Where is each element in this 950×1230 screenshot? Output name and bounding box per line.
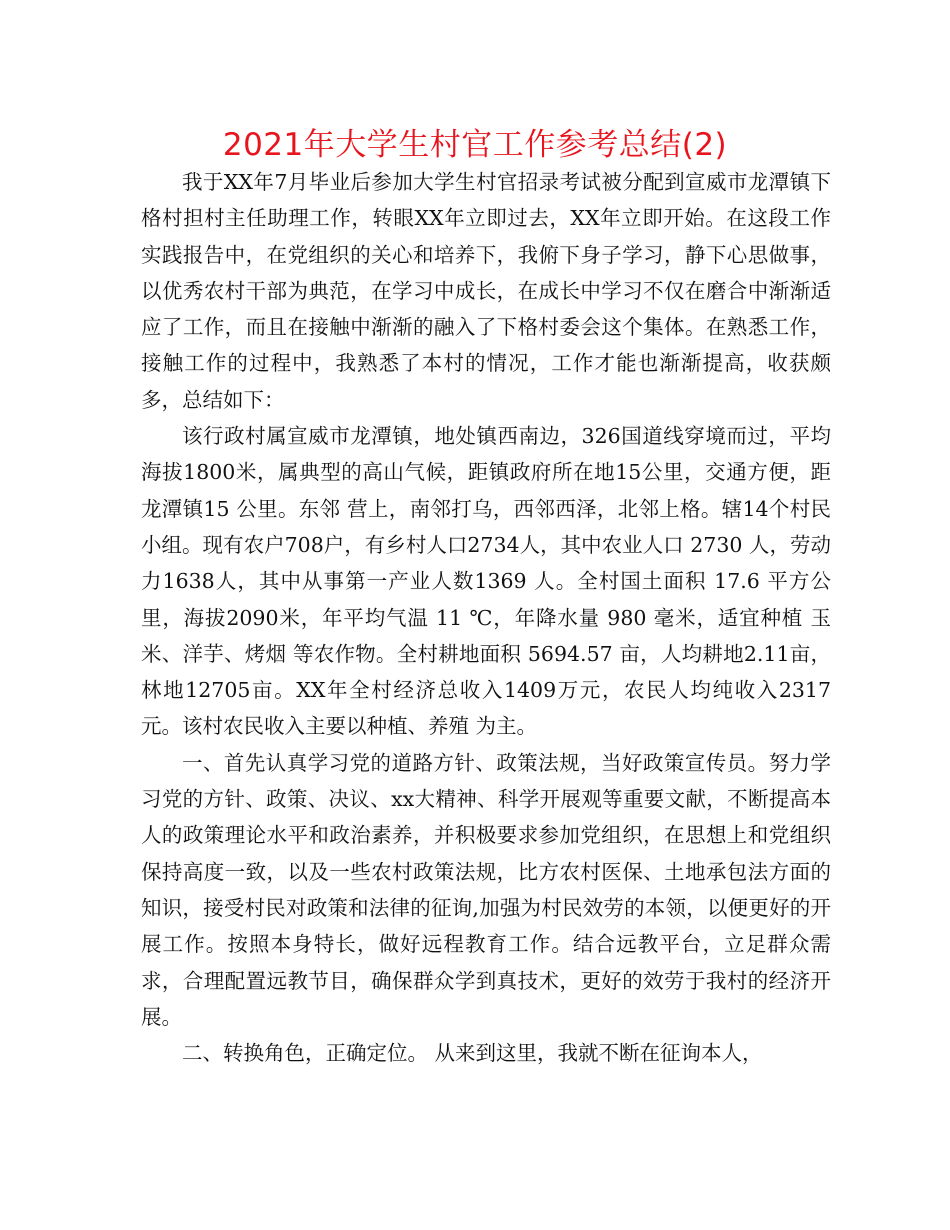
paragraph-village-profile: 该行政村属宣威市龙潭镇，地处镇西南边，326国道线穿境而过，平均海拔1800米，属典型的高山气候，距镇政府所在地15公里，交通方便，距龙潭镇15 公里。东邻 营上，南邻打乌，西邻西泽，北邻上格。辖14个村民小组。现有农户708户，有乡村人口2734人，其中农业人口 2730 人，劳动力1638人，其中从事第一产业人数1369 人。全村国土面积 17.6 平方公里，海拔2090米，年平均气温 11 ℃，年降水量 980 毫米，适宜种植 玉米、洋芋、烤烟 等农作物。全村耕地面积 5694.57 亩，人均耕地2.11亩，林地12705亩。XX年全村经济总收入1409万元，农民人均纯收入2317元。该村农民收入主要以种植、养殖 为主。 [141, 424, 831, 739]
paragraph-section-one: 一、首先认真学习党的道路方针、政策法规，当好政策宣传员。努力学习党的方针、政策、决议、xx大精神、科学开展观等重要文献，不断提高本人的政策理论水平和政治素养，并积极要求参加党组织，在思想上和党组织保持高度一致，以及一些农村政策法规，比方农村医保、土地承包法方面的知识，接受村民对政策和法律的征询,加强为村民效劳的本领，以便更好的开展工作。按照本身特长，做好远程教育工作。结合远教平台，立足群众需求，合理配置远教节目，确保群众学到真技术，更好的效劳于我村的经济开展。 [141, 750, 831, 1029]
document-title: 2021年大学生村官工作参考总结(2) [222, 127, 728, 163]
paragraph-section-two: 二、转换角色，正确定位。 从来到这里，我就不断在征询本人， [182, 1041, 763, 1066]
paragraph-intro: 我于XX年7月毕业后参加大学生村官招录考试被分配到宣威市龙潭镇下格村担村主任助理工作，转眼XX年立即过去，XX年立即开始。在这段工作实践报告中，在党组织的关心和培养下，我俯下身子学习，静下心思做事，以优秀农村干部为典范，在学习中成长，在成长中学习不仅在磨合中渐渐适应了工作，而且在接触中渐渐的融入了下格村委会这个集体。在熟悉工作，接触工作的过程中，我熟悉了本村的情况，工作才能也渐渐提高，收获颇多，总结如下： [141, 170, 831, 412]
document-body [141, 164, 831, 1071]
